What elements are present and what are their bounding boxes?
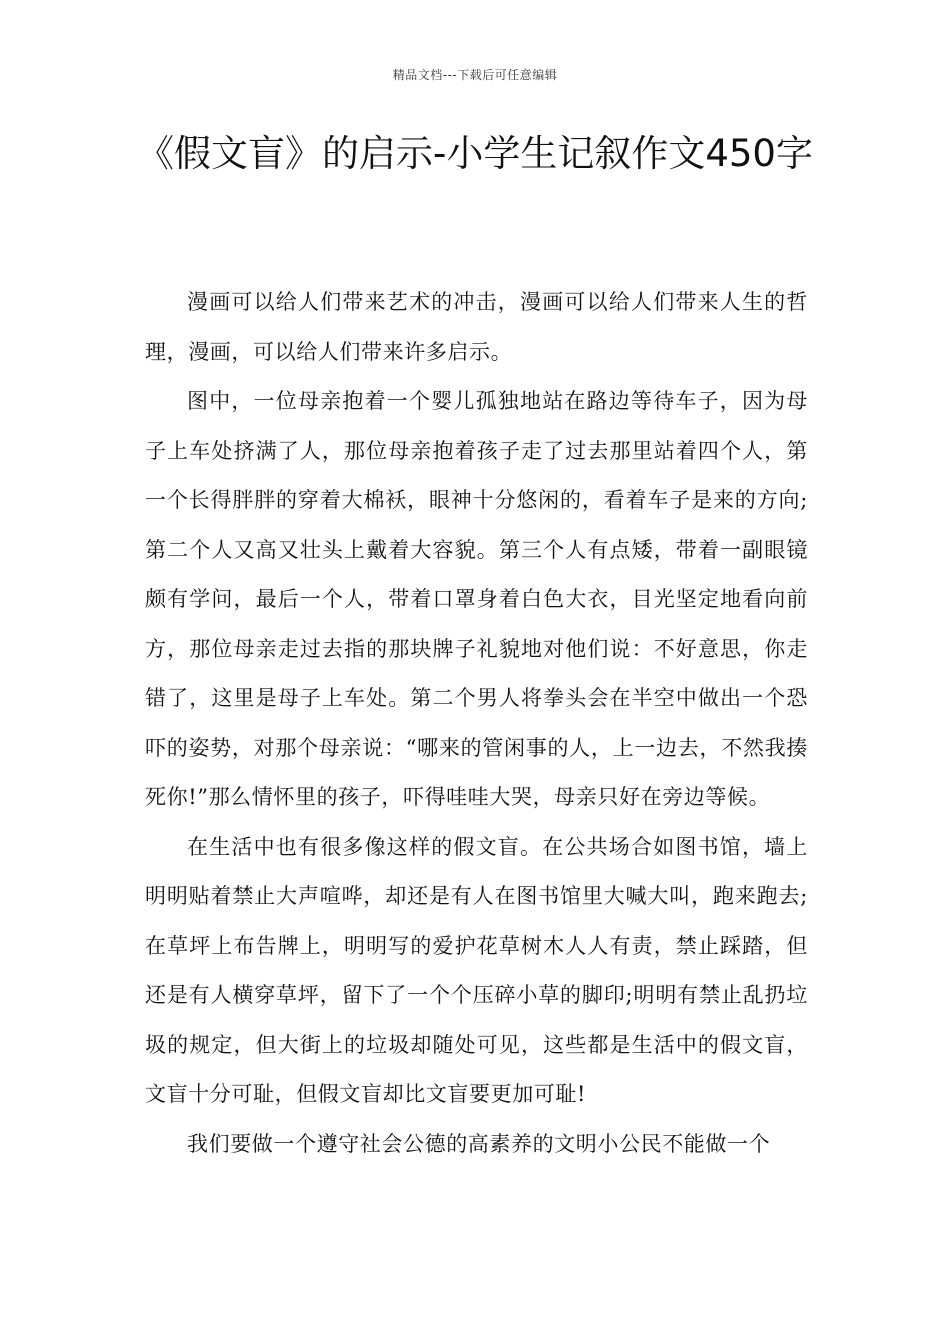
header-note: 精品文档---下载后可任意编辑 (392, 68, 558, 82)
paragraph-3: 在生活中也有很多像这样的假文盲。在公共场合如图书馆，墙上明明贴着禁止大声喧哗，却还是有人在图书馆里大喊大叫，跑来跑去;在草坪上布告牌上，明明写的爱护花草树木人人有责，禁止踩踏，但还是有人横穿草坪，留下了一个个压碎小草的脚印;明明有禁止乱扔垃圾的规定，但大街上的垃圾却随处可见，这些都是生活中的假文盲，文盲十分可耻，但假文盲却比文盲要更加可耻! (145, 834, 808, 1106)
article-body (145, 278, 808, 1169)
paragraph-1: 漫画可以给人们带来艺术的冲击，漫画可以给人们带来人生的哲理，漫画，可以给人们带来许多启示。 (145, 290, 808, 364)
paragraph-4: 我们要做一个遵守社会公德的高素养的文明小公民不能做一个 (187, 1131, 771, 1156)
article-title: 《假文盲》的启示-小学生记叙作文450字 (137, 132, 813, 175)
paragraph-2: 图中，一位母亲抱着一个婴儿孤独地站在路边等待车子，因为母子上车处挤满了人，那位母亲抱着孩子走了过去那里站着四个人，第一个长得胖胖的穿着大棉袄，眼神十分悠闲的，看着车子是来的方向;第二个人又高又壮头上戴着大容貌。第三个人有点矮，带着一副眼镜颇有学问，最后一个人，带着口罩身着白色大衣，目光坚定地看向前方，那位母亲走过去指的那块牌子礼貌地对他们说：不好意思，你走错了，这里是母子上车处。第二个男人将拳头会在半空中做出一个恐吓的姿势，对那个母亲说：“哪来的管闲事的人，上一边去，不然我揍死你!”那么情怀里的孩子，吓得哇哇大哭，母亲只好在旁边等候。 (145, 389, 808, 809)
